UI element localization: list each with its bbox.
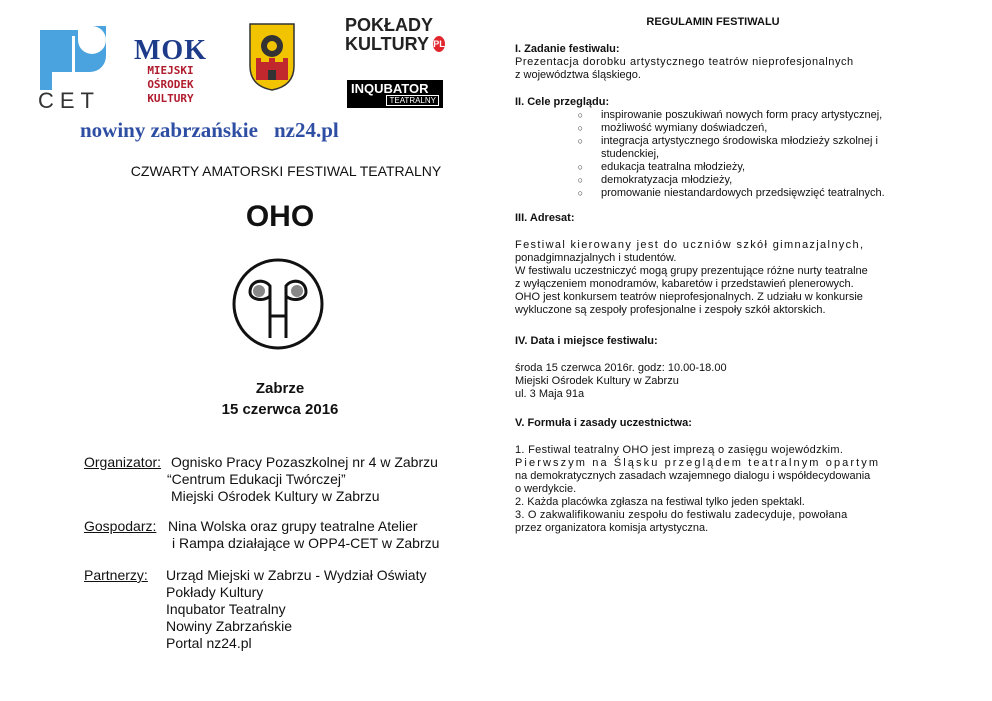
section-4-title: IV. Data i miejsce festiwalu:: [515, 335, 658, 347]
oho-face-logo: [230, 256, 326, 352]
nz24-logo: nz24.pl: [274, 118, 339, 142]
mok-logo-line2: OŚRODEK: [147, 78, 194, 91]
goal-item: [515, 109, 911, 122]
organizer-line: Miejski Ośrodek Kultury w Zabrzu: [171, 488, 380, 504]
poklady-logo-line1: POKŁADY: [345, 15, 434, 35]
mok-logo-line1: MIEJSKI: [147, 64, 194, 77]
goal-item: [515, 135, 911, 161]
section-3-title: III. Adresat:: [515, 212, 575, 224]
section-3-line: W festiwalu uczestniczyć mogą grupy prezentujące różne nurty teatralne: [515, 265, 868, 277]
inqubator-logo: [347, 80, 443, 108]
organizer-line: “Centrum Edukacji Twórczej”: [167, 471, 346, 487]
mok-logo-mark: MOK: [134, 35, 207, 66]
oho-title: OHO: [245, 200, 315, 233]
host-line: Nina Wolska oraz grupy teatralne Atelier: [168, 518, 418, 534]
partner-line: Inqubator Teatralny: [166, 601, 286, 617]
section-1-title: I. Zadanie festiwalu:: [515, 43, 620, 55]
bullet-icon: ○: [577, 175, 583, 185]
bullet-icon: ○: [577, 123, 583, 133]
festival-name: CZWARTY AMATORSKI FESTIWAL TEATRALNY: [130, 163, 442, 179]
inqubator-logo-line2: TEATRALNY: [386, 95, 439, 106]
zabrze-crest-logo: [248, 22, 296, 92]
city: Zabrze: [255, 380, 305, 397]
cet-logo-text: CET: [38, 88, 100, 113]
section-3-line: OHO jest konkursem teatrów nieprofesjonalnych. Z udziału w konkursie: [515, 291, 863, 303]
mok-logo: [128, 35, 213, 108]
section-4-line: środa 15 czerwca 2016r. godz: 10.00-18.00: [515, 362, 727, 374]
section-1-line: Prezentacja dorobku artystycznego teatrów nieprofesjonalnych: [515, 56, 854, 68]
section-5-line: o werdykcie.: [515, 483, 577, 495]
section-5-line: 2. Każda placówka zgłasza na festiwal tylko jeden spektakl.: [515, 496, 805, 508]
goal-item: [515, 161, 911, 174]
poklady-logo-badge: PL: [433, 36, 445, 52]
cet-logo: [38, 26, 108, 116]
goal-item: [515, 122, 911, 135]
bullet-icon: ○: [577, 110, 583, 120]
section-5-line: 1. Festiwal teatralny OHO jest imprezą o zasięgu wojewódzkim.: [515, 444, 844, 456]
section-3-line: Festiwal kierowany jest do uczniów szkół gimnazjalnych,: [515, 239, 865, 251]
bullet-icon: ○: [577, 188, 583, 198]
goal-item: [515, 187, 911, 200]
goal-item: [515, 174, 911, 187]
bullet-icon: ○: [577, 136, 583, 146]
host-label: Gospodarz:: [84, 518, 157, 534]
goal-text: integracja artystycznego środowiska młodzieży szkolnej i studenckiej,: [601, 135, 878, 160]
place-and-date: [170, 378, 390, 420]
section-3-line: ponadgimnazjalnych i studentów.: [515, 252, 677, 264]
mok-logo-line3: KULTURY: [147, 92, 194, 105]
host-line: i Rampa działające w OPP4-CET w Zabrzu: [172, 535, 440, 551]
section-5-line: 3. O zakwalifikowaniu zespołu do festiwalu zadecyduje, powołana: [515, 509, 848, 521]
section-5-line: przez organizatora komisja artystyczna.: [515, 522, 709, 534]
poklady-logo-line2: KULTURY: [345, 34, 429, 54]
goal-text: promowanie niestandardowych przedsięwzięć teatralnych.: [601, 187, 885, 199]
inqubator-logo-line1: INQUBATOR: [351, 81, 429, 96]
bullet-icon: ○: [577, 162, 583, 172]
organizer-line: Ognisko Pracy Pozaszkolnej nr 4 w Zabrzu: [171, 454, 438, 470]
goals-list: [515, 109, 911, 200]
partner-line: Pokłady Kultury: [166, 584, 264, 600]
organizer-label: Organizator:: [84, 454, 162, 470]
nowiny-zabrzanskie-logo: nowiny zabrzańskie: [80, 118, 258, 142]
goal-text: demokratyzacja młodzieży,: [601, 174, 733, 186]
section-4-line: ul. 3 Maja 91a: [515, 388, 585, 400]
section-5-line: Pierwszym na Śląsku przeglądem teatralnym opartym: [515, 457, 881, 469]
rules-column: [515, 16, 911, 535]
goal-text: możliwość wymiany doświadczeń,: [601, 122, 768, 134]
goal-text: edukacja teatralna młodzieży,: [601, 161, 746, 173]
organizers-block: [84, 454, 439, 652]
partners-label: Partnerzy:: [84, 567, 148, 583]
section-5-title: V. Formuła i zasady uczestnictwa:: [515, 417, 692, 429]
goal-text: inspirowanie poszukiwań nowych form pracy artystycznej,: [601, 109, 883, 121]
section-4-line: Miejski Ośrodek Kultury w Zabrzu: [515, 375, 679, 387]
partner-line: Nowiny Zabrzańskie: [166, 618, 293, 634]
festival-date: 15 czerwca 2016: [221, 401, 339, 418]
poklady-kultury-logo: [345, 16, 445, 58]
section-1-line: z województwa śląskiego.: [515, 69, 641, 81]
partner-line: Portal nz24.pl: [166, 635, 252, 651]
section-3-line: wykluczone są zespoły profesjonalne i zespoły szkół aktorskich.: [515, 304, 826, 316]
section-3-line: z wyłączeniem monodramów, kabaretów i przedstawień plenerowych.: [515, 278, 854, 290]
section-5-line: na demokratycznych zasadach wzajemnego dialogu i współdecydowania: [515, 470, 871, 482]
rules-title: REGULAMIN FESTIWALU: [646, 16, 780, 28]
section-2-title: II. Cele przeglądu:: [515, 96, 610, 108]
partner-line: Urząd Miejski w Zabrzu - Wydział Oświaty: [166, 567, 427, 583]
